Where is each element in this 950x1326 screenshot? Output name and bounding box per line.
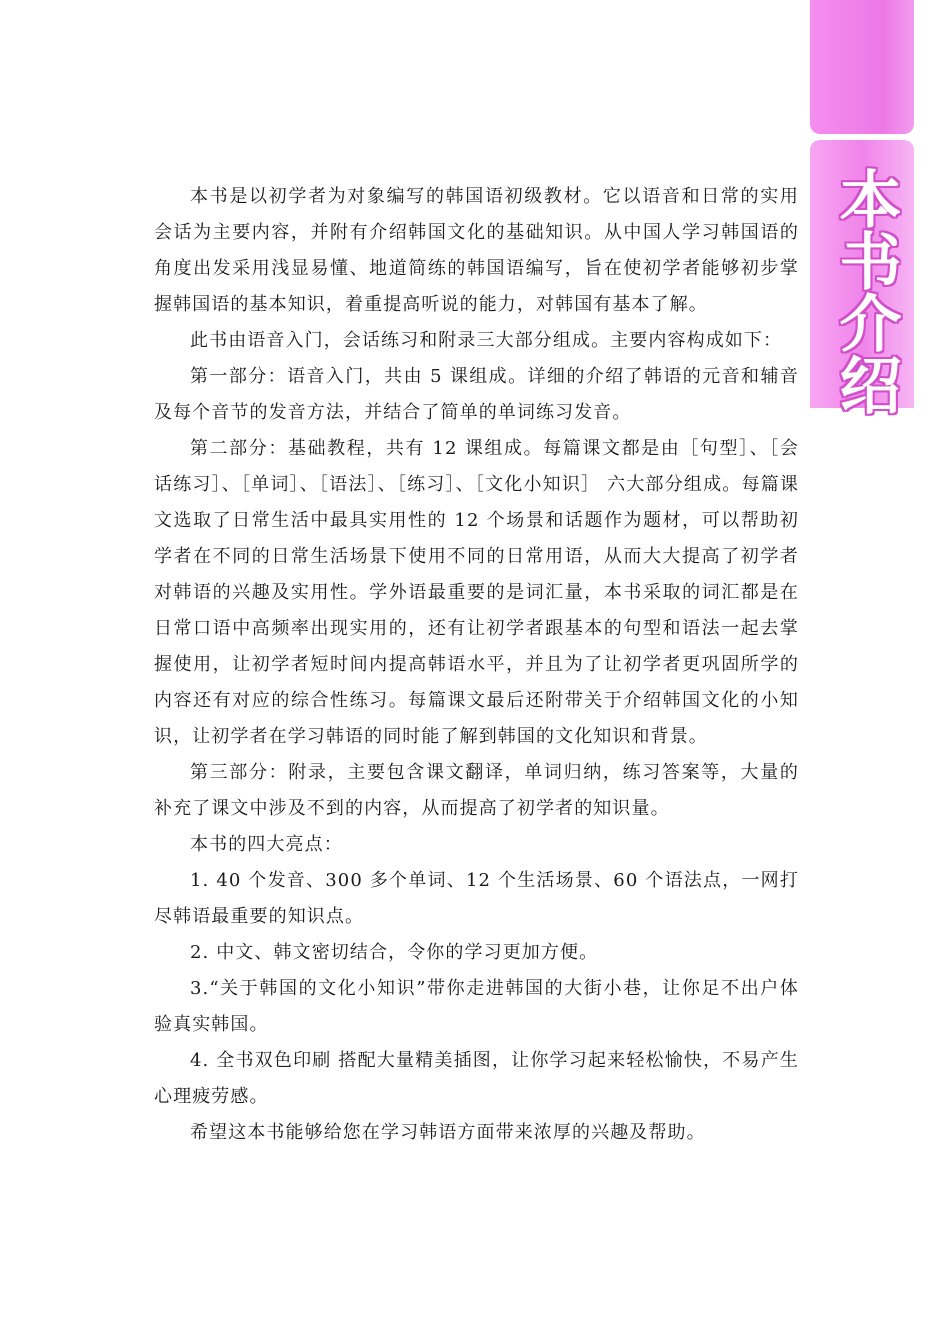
highlight-item-2: 2. 中文、韩文密切结合，令你的学习更加方便。 xyxy=(190,942,599,963)
intro-body xyxy=(154,179,799,1151)
part-one-paragraph: 第一部分：语音入门，共由 5 课组成。详细的介绍了韩语的元音和辅音及每个音节的发音方法，并结合了简单的单词练习发音。 xyxy=(154,366,799,423)
highlight-item-3: 3.“关于韩国的文化小知识”带你走进韩国的大街小巷，让你足不出户体验真实韩国。 xyxy=(154,978,799,1035)
intro-paragraph-1: 本书是以初学者为对象编写的韩国语初级教材。它以语音和日常的实用会话为主要内容，并附有介绍韩国文化的基础知识。从中国人学习韩国语的角度出发采用浅显易懂、地道简练的韩国语编写，旨在使初学者能够初步掌握韩国语的基本知识，着重提高听说的能力，对韩国有基本了解。 xyxy=(154,186,799,315)
highlight-item-4: 4. 全书双色印刷 搭配大量精美插图，让你学习起来轻松愉快，不易产生心理疲劳感。 xyxy=(154,1050,799,1107)
part-three-paragraph: 第三部分：附录，主要包含课文翻译，单词归纳，练习答案等，大量的补充了课文中涉及不到的内容，从而提高了初学者的知识量。 xyxy=(154,762,799,819)
section-title: 本书介绍 xyxy=(829,167,902,415)
closing-paragraph: 希望这本书能够给您在学习韩语方面带来浓厚的兴趣及帮助。 xyxy=(190,1122,706,1143)
sidebar-tab-upper xyxy=(810,0,914,134)
intro-paragraph-2: 此书由语音入门，会话练习和附录三大部分组成。主要内容构成如下： xyxy=(190,330,783,351)
part-two-paragraph: 第二部分：基础教程，共有 12 课组成。每篇课文都是由［句型］、［会话练习］、［单词］、［语法］、［练习］、［文化小知识］ 六大部分组成。每篇课文选取了日常生活中最具实用性的 12 个场景和话题作为题材，可以帮助初学者在不同的日常生活场景下使用不同的日常用语，从而大大提高了初学者对韩语的兴趣及实用性。学外语最重要的是词汇量，本书采取的词汇都是在日常口语中高频率出现实用的，还有让初学者跟基本的句型和语法一起去掌握使用，让初学者短时间内提高韩语水平，并且为了让初学者更巩固所学的内容还有对应的综合性练习。每篇课文最后还附带关于介绍韩国文化的小知识，让初学者在学习韩语的同时能了解到韩国的文化知识和背景。 xyxy=(154,438,799,747)
highlight-item-1: 1. 40 个发音、300 多个单词、12 个生活场景、60 个语法点，一网打尽韩语最重要的知识点。 xyxy=(154,870,799,927)
highlights-heading: 本书的四大亮点： xyxy=(190,834,343,855)
